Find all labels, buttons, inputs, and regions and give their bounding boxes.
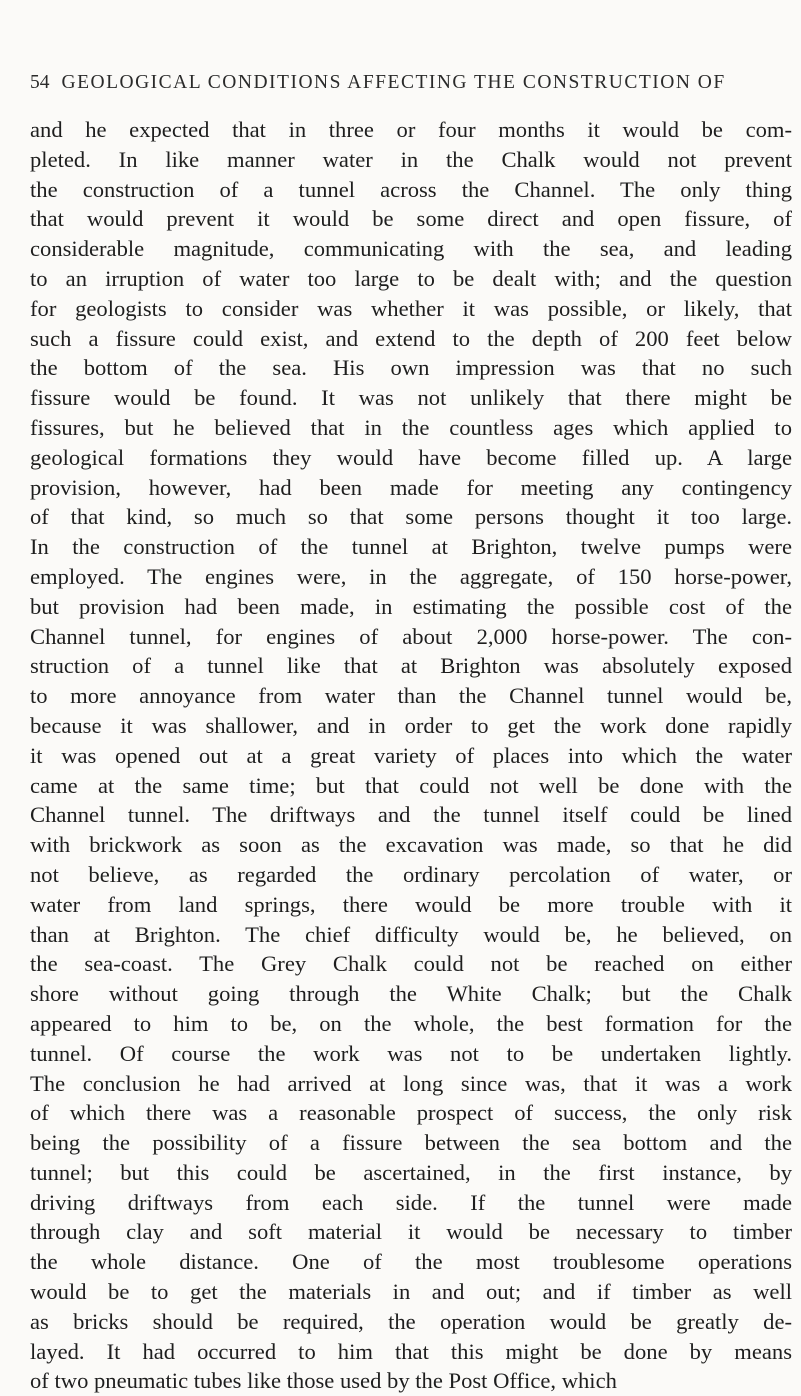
text-line: tunnel; but this could be ascertained, in the first instance, by — [30, 1159, 792, 1185]
text-line: water from land springs, there would be more trouble with it — [30, 891, 792, 917]
text-line: that would prevent it would be some direct and open fissure, of — [30, 206, 792, 232]
text-line: of which there was a reasonable prospect of success, the only risk — [30, 1100, 792, 1126]
text-line: the sea-coast. The Grey Chalk could not be reached on either — [30, 951, 792, 977]
text-line: employed. The engines were, in the aggregate, of 150 horse-power, — [30, 563, 792, 589]
text-line: driving driftways from each side. If the tunnel were made — [30, 1189, 792, 1215]
text-line: of that kind, so much so that some persons thought it too large. — [30, 504, 792, 530]
text-line: to more annoyance from water than the Channel tunnel would be, — [30, 683, 792, 709]
text-line: than at Brighton. The chief difficulty would be, he believed, on — [30, 921, 792, 947]
text-line: Channel tunnel, for engines of about 2,000 horse-power. The con- — [30, 623, 792, 649]
text-line: struction of a tunnel like that at Brighton was absolutely exposed — [30, 653, 792, 679]
text-line: with brickwork as soon as the excavation was made, so that he did — [30, 832, 792, 858]
text-line: not believe, as regarded the ordinary percolation of water, or — [30, 861, 792, 887]
text-line: being the possibility of a fissure between the sea bottom and the — [30, 1130, 792, 1156]
text-line: appeared to him to be, on the whole, the best formation for the — [30, 1010, 792, 1036]
text-line: pleted. In like manner water in the Chalk would not prevent — [30, 146, 792, 172]
text-line: because it was shallower, and in order to get the work done rapidly — [30, 712, 792, 738]
text-line: layed. It had occurred to him that this might be done by means — [30, 1338, 792, 1364]
text-line: shore without going through the White Chalk; but the Chalk — [30, 981, 792, 1007]
text-line: considerable magnitude, communicating with the sea, and leading — [30, 236, 792, 262]
text-line: fissure would be found. It was not unlikely that there might be — [30, 385, 792, 411]
text-line: tunnel. Of course the work was not to be undertaken lightly. — [30, 1040, 792, 1066]
text-line: geological formations they would have become filled up. A large — [30, 444, 792, 470]
text-line: but provision had been made, in estimating the possible cost of the — [30, 593, 792, 619]
body-text — [30, 115, 792, 1396]
text-line: it was opened out at a great variety of places into which the water — [30, 742, 792, 768]
running-head-title: GEOLOGICAL CONDITIONS AFFECTING THE CONSTRUCTION OF — [61, 72, 726, 93]
text-line: came at the same time; but that could not well be done with the — [30, 772, 792, 798]
text-line: such a fissure could exist, and extend to the depth of 200 feet below — [30, 325, 792, 351]
text-line: to an irruption of water too large to be dealt with; and the question — [30, 265, 792, 291]
text-line: provision, however, had been made for meeting any contingency — [30, 474, 792, 500]
text-line: through clay and soft material it would be necessary to timber — [30, 1219, 792, 1245]
page-number: 54 — [30, 72, 50, 93]
text-line: the whole distance. One of the most troublesome operations — [30, 1249, 792, 1275]
text-line: the bottom of the sea. His own impression was that no such — [30, 355, 792, 381]
text-line: The conclusion he had arrived at long since was, that it was a work — [30, 1070, 792, 1096]
text-line: for geologists to consider was whether it was possible, or likely, that — [30, 295, 792, 321]
running-head — [30, 72, 790, 94]
text-line: Channel tunnel. The driftways and the tunnel itself could be lined — [30, 802, 792, 828]
text-line: In the construction of the tunnel at Brighton, twelve pumps were — [30, 534, 792, 560]
text-line: as bricks should be required, the operation would be greatly de- — [30, 1308, 792, 1334]
text-line: and he expected that in three or four months it would be com- — [30, 117, 792, 142]
text-line: fissures, but he believed that in the countless ages which applied to — [30, 414, 792, 440]
text-line: the construction of a tunnel across the Channel. The only thing — [30, 176, 792, 202]
text-line: of two pneumatic tubes like those used by the Post Office, which — [30, 1368, 617, 1394]
text-line: would be to get the materials in and out; and if timber as well — [30, 1279, 792, 1305]
